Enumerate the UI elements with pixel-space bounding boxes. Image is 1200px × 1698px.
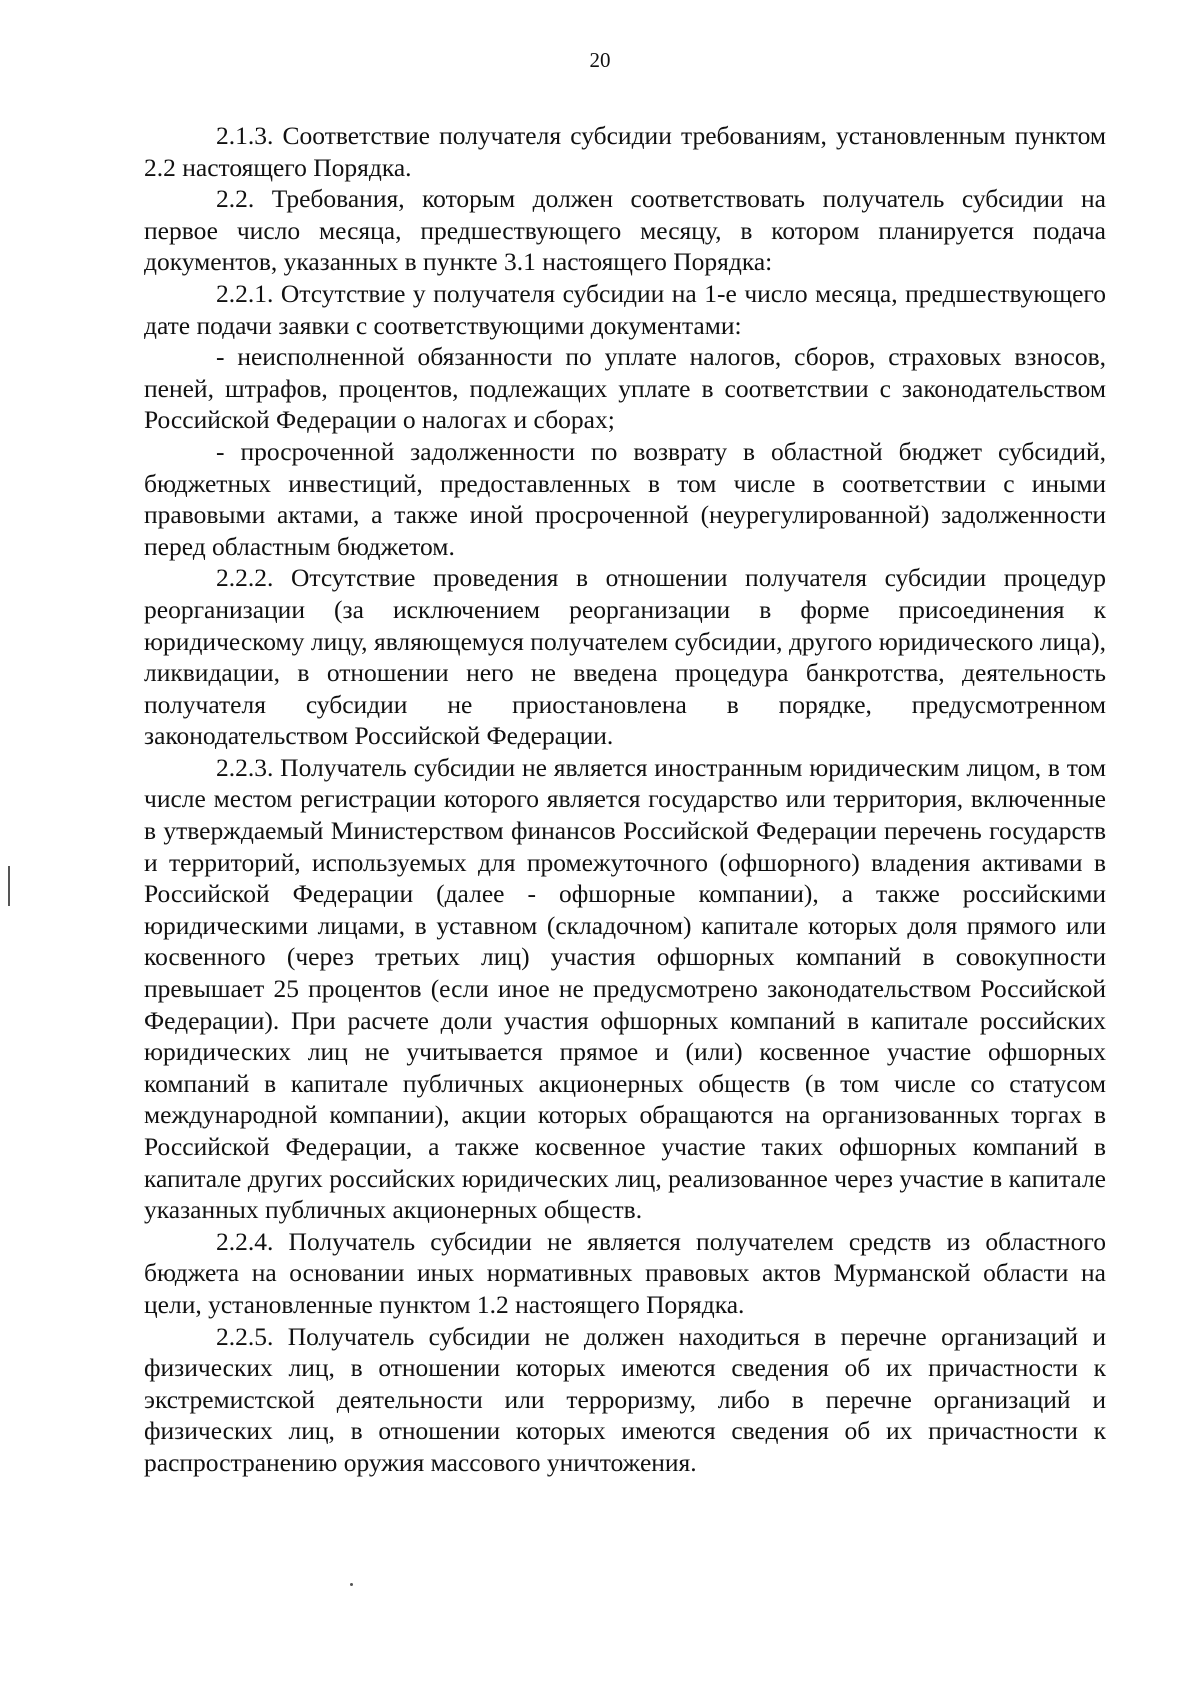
- paragraph-2-2-1: 2.2.1. Отсутствие у получателя субсидии на 1-е число месяца, предшествующего дате подачи заявки с соответствующими документами:: [144, 278, 1106, 340]
- paragraph-2-2-4: 2.2.4. Получатель субсидии не является получателем средств из областного бюджета на основании иных нормативных правовых актов Мурманской области на цели, установленные пунктом 1.2 настоящего Порядка.: [144, 1226, 1106, 1319]
- paragraph-2-2-5: 2.2.5. Получатель субсидии не должен находиться в перечне организаций и физических лиц, в отношении которых имеются сведения об их причастности к экстремистской деятельности или терроризму, либо в перечне организаций и физических лиц, в отношении которых имеются сведения об их причастности к распространению оружия массового уничтожения.: [144, 1321, 1106, 1477]
- scan-artifact-line: [8, 866, 10, 906]
- paragraph-2-2-2: 2.2.2. Отсутствие проведения в отношении получателя субсидии процедур реорганизации (за исключением реорганизации в форме присоединения к юридическому лицу, являющемуся получателем субсидии, другого юридического лица), ликвидации, в отношении него не введена процедура банкротства, деятельность получателя субсидии не приостановлена в порядке, предусмотренном законодательством Российской Федерации.: [144, 563, 1106, 751]
- paragraph-2-2-3: 2.2.3. Получатель субсидии не является иностранным юридическим лицом, в том числе местом регистрации которого является государство или территория, включенные в утверждаемый Министерством финансов Российской Федерации перечень государств и территорий, используемых для промежуточного (офшорного) владения активами в Российской Федерации (далее - офшорные компании), а также российскими юридическими лицами, в уставном (складочном) капитале которых доля прямого или косвенного (через третьих лиц) участия офшорных компаний в совокупности превышает 25 процентов (если иное не предусмотрено законодательством Российской Федерации). При расчете доли участия офшорных компаний в капитале российских юридических лиц не учитывается прямое и (или) косвенное участие офшорных компаний в капитале публичных акционерных обществ (в том числе со статусом международной компании), акции которых обращаются на организованных торгах в Российской Федерации, а также косвенное участие таких офшорных компаний в капитале других российских юридических лиц, реализованное через участие в капитале указанных публичных акционерных обществ.: [144, 752, 1106, 1225]
- paragraph-2-2: 2.2. Требования, которым должен соответствовать получатель субсидии на первое число месяца, предшествующего месяцу, в котором планируется подача документов, указанных в пункте 3.1 настоящего Порядка:: [144, 184, 1106, 277]
- list-item-tax-obligations: - неисполненной обязанности по уплате налогов, сборов, страховых взносов, пеней, штрафов, процентов, подлежащих уплате в соответствии с законодательством Российской Федерации о налогах и сборах;: [144, 342, 1106, 435]
- page-number: 20: [589, 48, 611, 72]
- list-item-overdue-debt: - просроченной задолженности по возврату в областной бюджет субсидий, бюджетных инвестиций, предоставленных в том числе в соответствии с иными правовыми актами, а также иной просроченной (неурегулированной) задолженности перед областным бюджетом.: [144, 436, 1106, 561]
- scan-artifact-dot: [350, 1583, 353, 1586]
- document-body: [144, 120, 1106, 1479]
- paragraph-2-1-3: 2.1.3. Соответствие получателя субсидии требованиям, установленным пунктом 2.2 настоящего Порядка.: [144, 121, 1106, 182]
